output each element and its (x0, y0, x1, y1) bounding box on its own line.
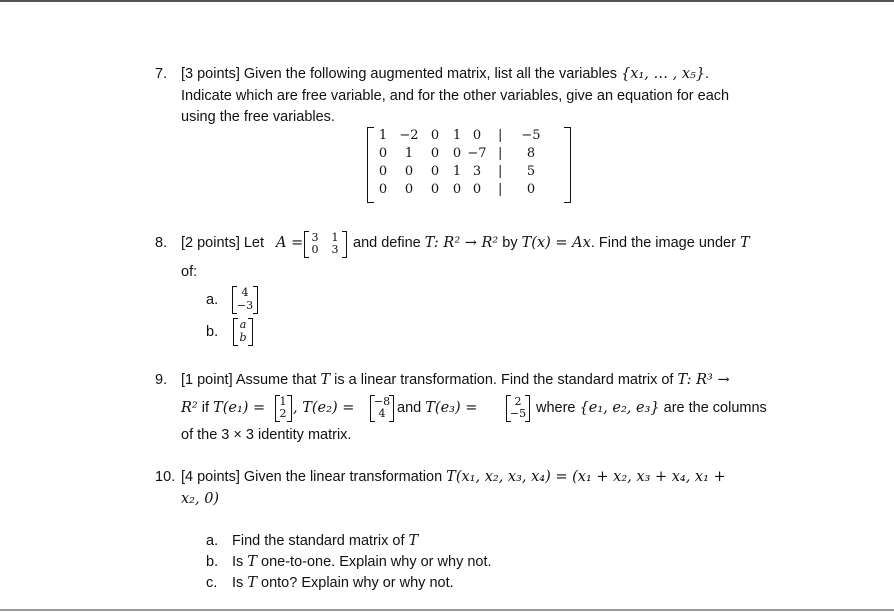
q9-line1 (181, 370, 730, 390)
q7-variable-set: {x₁, … , x₅} (621, 66, 706, 82)
q8-number: 8. (155, 235, 168, 251)
q10-item-rest: one-to-one. Explain why or why not. (261, 554, 492, 570)
matrix-cell: 0 (404, 182, 414, 197)
q10-formula-1: T(x₁, x₂, x₃, x₄) = (x₁ + x₂, x₃ + x₄, x₁ + (446, 469, 726, 485)
q9-vector-3 (505, 393, 533, 423)
q10-item-text: Is (232, 554, 244, 570)
q10-formula-2: x₂, 0) (181, 491, 220, 507)
q10-item-T: T (247, 554, 257, 570)
q8-prefix: [2 points] Let (181, 235, 265, 251)
q8-of: of: (181, 264, 198, 280)
vector-entry: 2 (514, 395, 522, 408)
matrix-cell: 8 (526, 146, 536, 161)
q9-and-group (397, 398, 477, 418)
matrix-cell: 0 (430, 164, 440, 179)
vector-entry: a (239, 318, 247, 331)
q10-item-T: T (408, 533, 419, 549)
q9-line2 (181, 398, 265, 418)
q8-item-a-label: a. (206, 292, 219, 308)
q10-item-a (206, 531, 418, 551)
q8-A-cell: 3 (331, 243, 339, 256)
q8-item-b-vector (231, 316, 257, 346)
q9-T: T (320, 372, 331, 388)
q9-Te2: , T(e₂) = (293, 400, 355, 416)
q8-map: T: R² → R² (424, 235, 499, 251)
q8-end: . Find the image under (590, 235, 736, 251)
matrix-cell: −2 (399, 128, 419, 143)
vector-entry: b (239, 331, 247, 344)
q10-item-c (206, 573, 454, 593)
augment-separator: | (498, 182, 503, 197)
q10-line1 (181, 467, 726, 487)
q10-item-text: Is (232, 575, 244, 591)
q10-item-label: b. (206, 554, 219, 570)
q8-A-cell: 1 (331, 231, 339, 244)
q9-line3: of the 3 × 3 identity matrix. (181, 427, 352, 443)
q9-Te3: T(e₃) = (425, 400, 478, 416)
q9-R2: R² (181, 400, 198, 416)
q7-number: 7. (155, 66, 168, 82)
q9-line1b: is a linear transformation. Find the standard matrix of (334, 372, 674, 388)
vector-entry: 2 (279, 407, 287, 420)
vector-entry: 4 (241, 286, 249, 299)
q8-rule: T(x) = Ax (521, 235, 591, 251)
matrix-cell: −5 (521, 128, 541, 143)
q9-vector-1 (274, 393, 294, 423)
matrix-cell: 1 (404, 146, 414, 161)
matrix-cell: 0 (452, 182, 462, 197)
q9-if: if (201, 400, 210, 416)
q10-item-b (206, 552, 492, 572)
q8-matrix-A (302, 229, 352, 259)
matrix-cell: 0 (378, 182, 388, 197)
augment-separator: | (498, 164, 503, 179)
q8-mid: and define (353, 235, 421, 251)
q8-A-cell: 0 (311, 243, 319, 256)
matrix-cell: 3 (472, 164, 482, 179)
vector-entry: 1 (279, 395, 287, 408)
matrix-cell: 1 (452, 128, 462, 143)
q7-line1-text: [3 points] Given the following augmented matrix, list all the variables (181, 66, 618, 82)
augment-separator: | (498, 146, 503, 161)
q9-set: {e₁, e₂, e₃} (579, 400, 660, 416)
q8-A-label: A = (276, 235, 304, 251)
q7-line1-end: . (705, 66, 710, 82)
q10-line1-text: [4 points] Given the linear transformation (181, 469, 443, 485)
q8-item-b-label: b. (206, 324, 219, 340)
q7-matrix-right-bracket (564, 127, 571, 203)
q8-item-a-vector (230, 284, 260, 314)
augment-separator: | (498, 128, 503, 143)
matrix-cell: 0 (378, 164, 388, 179)
matrix-cell: 1 (378, 128, 388, 143)
matrix-cell: 0 (472, 128, 482, 143)
vector-entry: −3 (236, 299, 254, 312)
matrix-cell: 5 (526, 164, 536, 179)
q9-and: and (397, 400, 422, 416)
q9-vector-2 (369, 393, 397, 423)
q8-by: by (502, 235, 518, 251)
matrix-cell: 0 (430, 182, 440, 197)
q7-augmented-matrix (363, 124, 583, 204)
matrix-cell: 0 (378, 146, 388, 161)
q9-cols: are the columns (663, 400, 767, 416)
q7-line1 (181, 64, 709, 84)
q9-line2-rest (536, 398, 767, 418)
q8-A-right-bracket (342, 231, 347, 258)
q9-number: 9. (155, 372, 168, 388)
matrix-cell: 0 (452, 146, 462, 161)
matrix-cell: 1 (452, 164, 462, 179)
q8-line1-rest (353, 233, 750, 253)
q10-number: 10. (155, 469, 176, 485)
q10-item-rest: onto? Explain why or why not. (261, 575, 454, 591)
matrix-cell: 0 (430, 128, 440, 143)
q10-item-text: Find the standard matrix of (232, 533, 405, 549)
q7-line3: using the free variables. (181, 109, 335, 125)
q8-A-cell: 3 (311, 231, 319, 244)
vector-entry: −8 (373, 395, 391, 408)
q7-line2: Indicate which are free variable, and for the other variables, give an equation for each (181, 88, 730, 104)
matrix-cell: 0 (526, 182, 536, 197)
vector-entry: −5 (509, 407, 527, 420)
matrix-cell: 0 (430, 146, 440, 161)
q9-map: T: R³ → (677, 372, 730, 388)
matrix-cell: 0 (404, 164, 414, 179)
matrix-cell: 0 (472, 182, 482, 197)
vector-entry: 4 (378, 407, 386, 420)
q8-T: T (739, 235, 750, 251)
matrix-cell: −7 (467, 146, 487, 161)
q10-item-label: a. (206, 533, 219, 549)
top-border (0, 0, 894, 2)
q10-item-label: c. (206, 575, 218, 591)
q9-Te1: T(e₁) = (213, 400, 266, 416)
q9-where: where (536, 400, 576, 416)
q9-line1-text: [1 point] Assume that (181, 372, 317, 388)
q10-item-T: T (247, 575, 257, 591)
bottom-border (0, 609, 894, 611)
